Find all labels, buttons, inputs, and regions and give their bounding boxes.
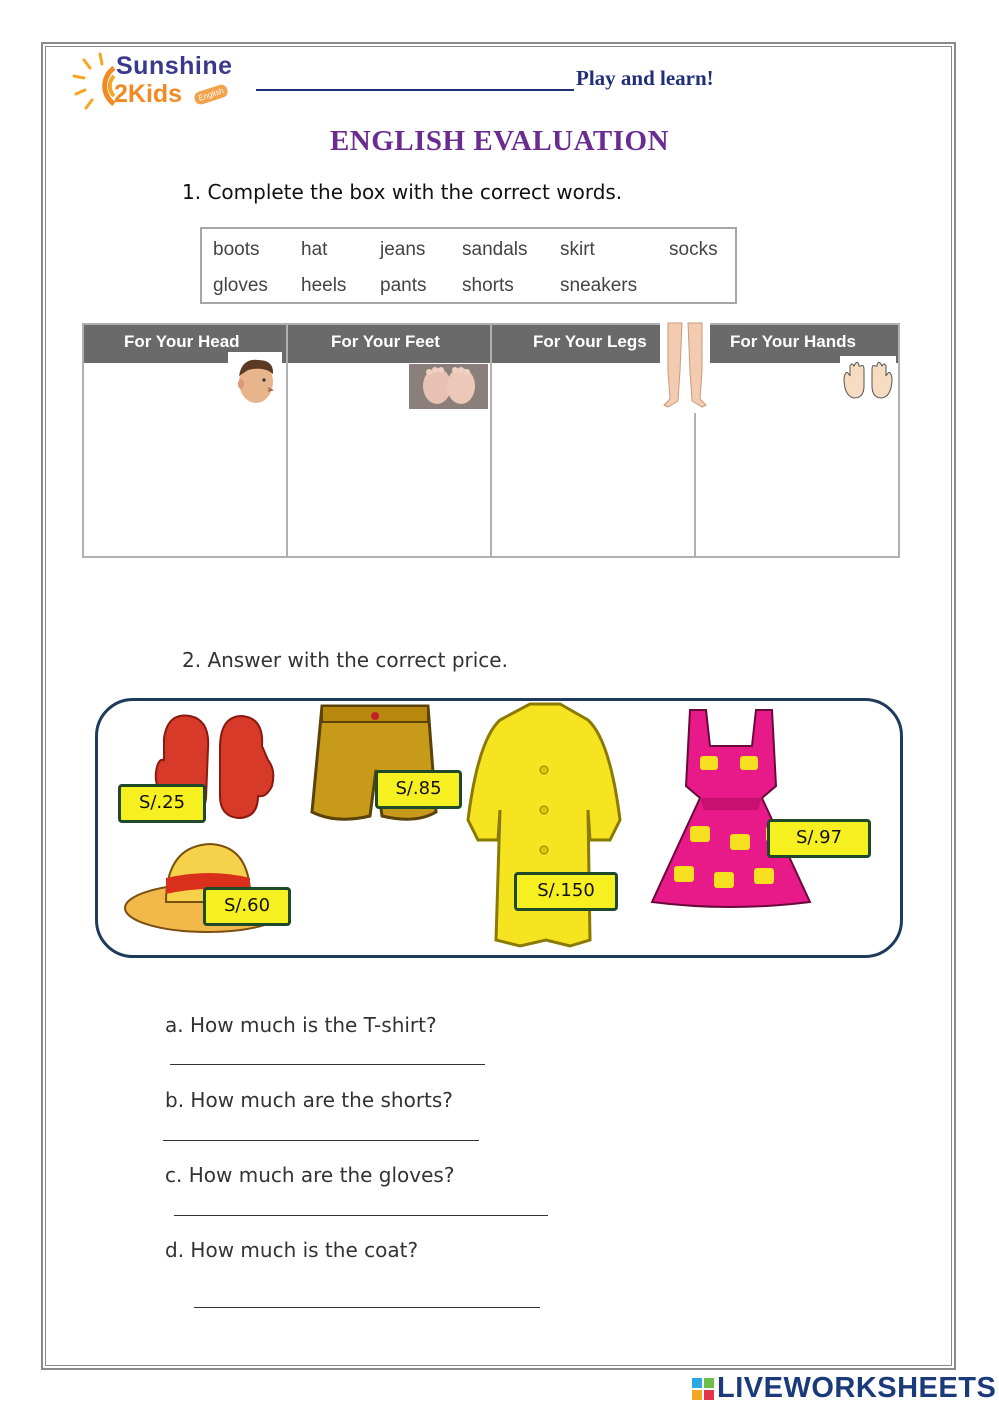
header-for-your-legs: For Your Legs <box>533 332 647 351</box>
word-item[interactable]: boots <box>213 239 260 260</box>
price-tag-dress: S/.97 <box>767 819 871 858</box>
name-answer-line[interactable] <box>256 89 574 91</box>
header-for-your-hands: For Your Hands <box>730 332 856 351</box>
coat-icon <box>460 700 628 952</box>
word-item[interactable]: socks <box>669 239 718 260</box>
question-letter: b. <box>165 1088 185 1112</box>
logo-line1: Sunshine <box>116 52 233 80</box>
question-1-label: 1. Complete the box with the correct words. <box>182 180 623 204</box>
word-item[interactable]: skirt <box>560 239 595 260</box>
question-letter: d. <box>165 1238 185 1262</box>
dress-icon <box>650 706 812 908</box>
page-title: ENGLISH EVALUATION <box>329 125 670 157</box>
word-item[interactable]: hat <box>301 239 328 260</box>
question-2-label: 2. Answer with the correct price. <box>182 648 508 672</box>
word-item[interactable]: heels <box>301 275 347 296</box>
price-tag-coat: S/.150 <box>514 872 618 911</box>
legs-icon <box>660 321 710 413</box>
word-item[interactable]: sandals <box>462 239 528 260</box>
answer-line-b[interactable] <box>163 1140 479 1141</box>
price-tag-shorts: S/.85 <box>375 770 462 809</box>
sunshine-2kids-logo <box>70 50 240 112</box>
price-tag-hat: S/.60 <box>203 887 291 926</box>
word-item[interactable]: sneakers <box>560 275 638 296</box>
question-text: How much is the T-shirt? <box>189 1013 437 1037</box>
answer-line-d[interactable] <box>194 1307 540 1308</box>
footer-brand: LIVEWORKSHEETS <box>717 1372 997 1404</box>
header-for-your-head: For Your Head <box>124 332 240 351</box>
word-item[interactable]: jeans <box>380 239 426 260</box>
word-item[interactable]: gloves <box>213 275 268 296</box>
question-a <box>165 1013 437 1037</box>
header-slogan: Play and learn! <box>576 66 714 90</box>
liveworksheets-logo-icon <box>692 1378 714 1400</box>
shorts-icon <box>306 700 444 834</box>
answer-line-a[interactable] <box>170 1064 485 1065</box>
logo-tag: English <box>193 83 230 106</box>
question-b <box>165 1088 453 1112</box>
sun-icon <box>70 50 120 112</box>
question-text: How much are the gloves? <box>188 1163 455 1187</box>
word-item[interactable]: pants <box>380 275 427 296</box>
column-divider <box>286 325 288 556</box>
feet-icon <box>409 364 488 409</box>
question-c <box>165 1163 454 1187</box>
logo-line2: 2Kids <box>114 80 183 108</box>
word-box <box>200 227 737 304</box>
word-item[interactable]: shorts <box>462 275 514 296</box>
column-divider <box>490 325 492 556</box>
price-tag-gloves: S/.25 <box>118 784 206 823</box>
header-for-your-feet: For Your Feet <box>331 332 440 351</box>
category-table <box>82 323 900 558</box>
head-icon <box>228 352 282 408</box>
question-text: How much are the shorts? <box>190 1088 453 1112</box>
question-text: How much is the coat? <box>190 1238 419 1262</box>
question-letter: a. <box>165 1013 184 1037</box>
hands-icon <box>840 356 896 408</box>
question-letter: c. <box>165 1163 183 1187</box>
question-d <box>165 1238 418 1262</box>
answer-line-c[interactable] <box>174 1215 548 1216</box>
